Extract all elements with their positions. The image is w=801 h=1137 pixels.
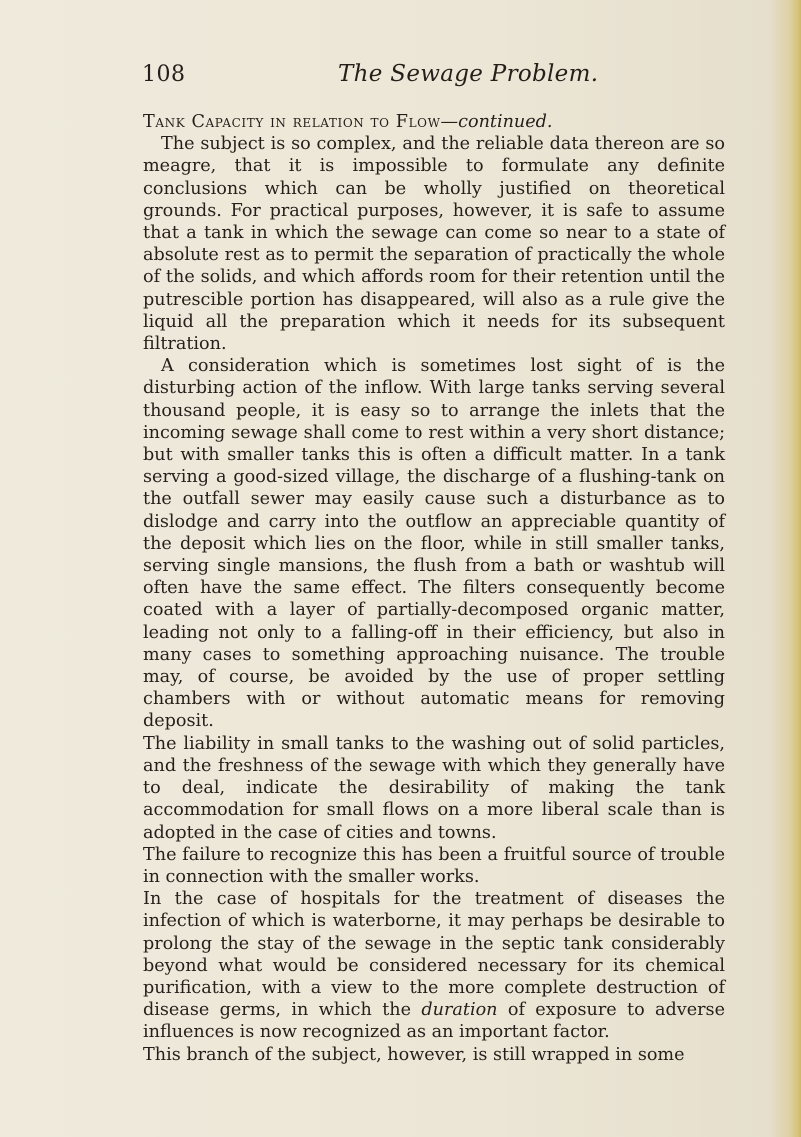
paragraph-branch: This branch of the subject, however, is still wrapped in some — [143, 1044, 685, 1065]
page-number: 108 — [142, 62, 186, 87]
paragraph-hospitals-text-after: of exposure to adverse influences is now recognized as an important factor. — [143, 1000, 725, 1043]
section-heading — [143, 111, 725, 133]
paragraph-tank-subject: The subject is so complex, and the reliable data thereon are so meagre, that it is impossible to formulate any definite conclusions which can be wholly justified on theoretical grounds. For practical purposes, however, it is safe to assume that a tank in which the sewage can come so near to a state of absolute rest as to permit the separation of practically the whole of the solids, and which affords room for their retention until the putrescible portion has disappeared, will also as a rule give the liquid all the preparation which it needs for its subsequent filtration. — [143, 134, 725, 355]
section-heading-text: Tank Capacity in relation to Flow — [143, 112, 441, 132]
paragraph-inflow-disturbance: A consideration which is sometimes lost sight of is the disturbing action of the inflow. With large tanks serving several thousand people, it is easy so to arrange the inlets that the incoming sewage shall come to rest within a very short distance; but with smaller tanks this is often a difficult matter. In a tank serving a good-sized village, the discharge of a flushing-tank on the outfall sewer may easily cause such a disturbance as to dislodge and carry into the outflow an appreciable quantity of the deposit which lies on the floor, while in still smaller tanks, serving single mansions, the flush from a bath or washtub will often have the same effect. The filters consequently become coated with a layer of partially-decomposed organic matter, leading not only to a falling-off in their efficiency, but also in many cases to something approaching nuisance. The trouble may, of course, be avoided by the use of proper settling chambers with or without automatic means for removing deposit. — [143, 356, 725, 732]
paragraph-failure: The failure to recognize this has been a fruitful source of trouble in connection with the smaller works. — [143, 844, 725, 887]
paragraph-small-tanks: The liability in small tanks to the washing out of solid particles, and the freshness of the sewage with which they generally have to deal, indicate the desirability of making the tank accommodation for small flows on a more liberal scale than is adopted in the case of cities and towns. — [143, 733, 725, 843]
paragraph-hospitals-text-before: In the case of hospitals for the treatment of diseases the infection of which is waterborne, it may perhaps be desirable to prolong the stay of the sewage in the septic tank considerably beyond what would be considered necessary for its chemical purification, with a view to the more complete destruction of disease germs, in which the — [143, 889, 725, 1021]
page-edge — [791, 0, 801, 1137]
section-heading-continued: —continued. — [440, 112, 553, 132]
page-header — [0, 62, 801, 92]
running-title: The Sewage Problem. — [338, 61, 599, 87]
page-body — [143, 111, 725, 1066]
paragraph-hospitals — [143, 888, 725, 1043]
emphasis-duration: duration — [421, 1000, 498, 1021]
